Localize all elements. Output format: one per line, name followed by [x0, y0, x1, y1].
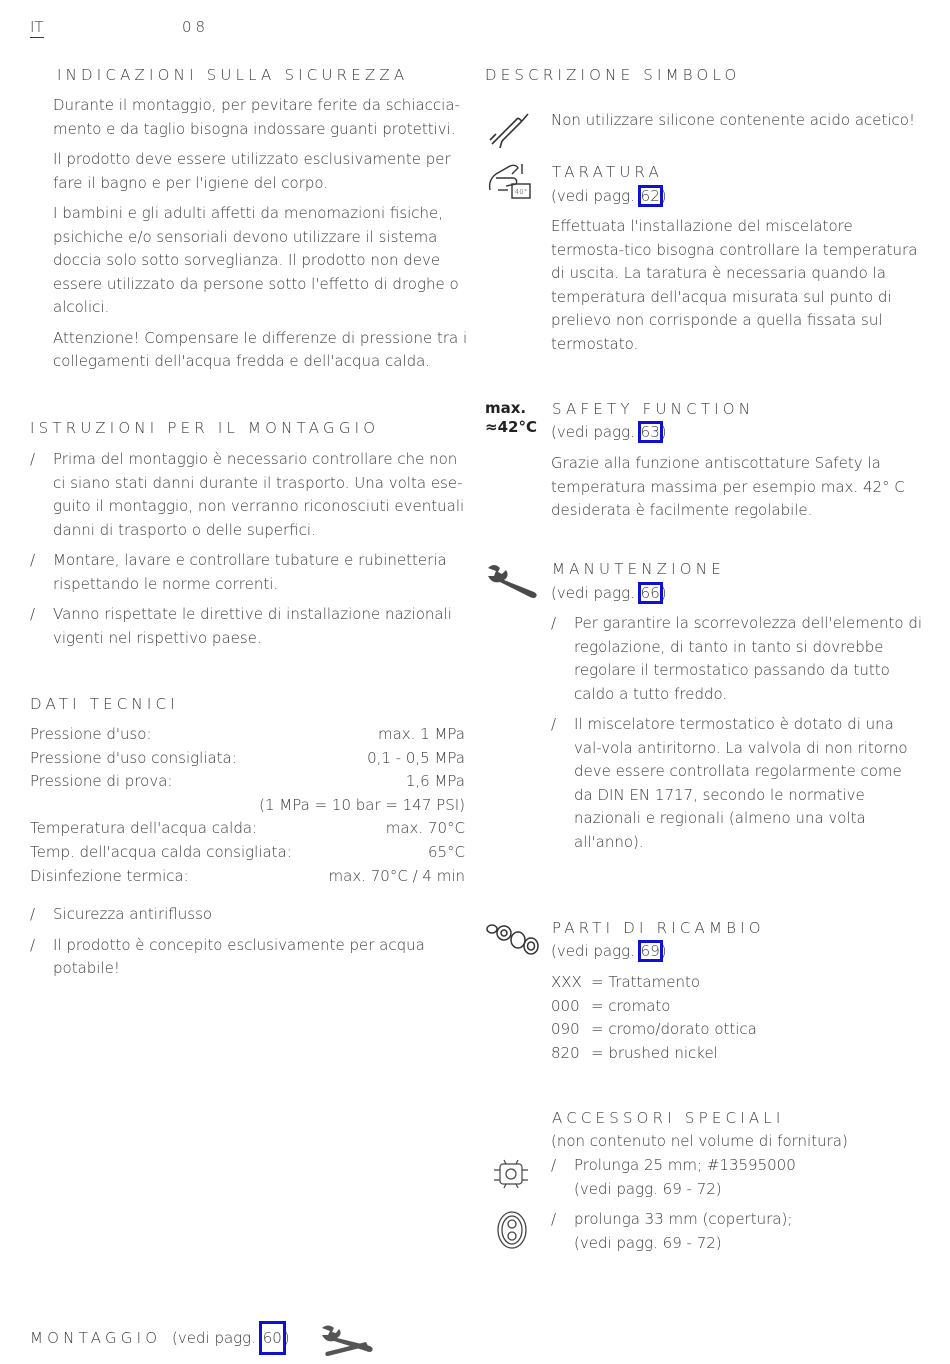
safety-function-text: Grazie alla funzione antiscottature Safety la temperatura massima per esempio max. 42° C desiderata è facilmente regolabile.	[551, 454, 905, 519]
cover-extension-icon	[495, 1210, 529, 1250]
max-temperature-badge	[485, 399, 537, 437]
reference-suffix: )	[660, 423, 667, 441]
assembly-list	[30, 448, 466, 657]
finish-desc: = Trattamento	[591, 973, 701, 991]
finish-code-row	[551, 1042, 757, 1066]
list-item	[30, 549, 466, 596]
thermometer-label: 40°	[514, 188, 528, 196]
safety-section	[53, 94, 468, 381]
tech-row	[30, 723, 465, 747]
finish-desc: = cromo/dorato ottica	[591, 1020, 757, 1038]
footer-heading: MONTAGGIO	[30, 1329, 162, 1347]
taratura-text: Effettuata l'installazione del miscelatore termosta-tico bisogna controllare la temperatura di uscita. La taratura è necessaria quando la temperatura dell'acqua misurata sul punto di prelievo non corrisponde a quella fissata sul termostato.	[551, 217, 918, 353]
accessory-item	[551, 1208, 923, 1255]
finish-desc: = brushed nickel	[591, 1043, 718, 1062]
accessories-subtitle: (non contenuto nel volume di fornitura)	[551, 1132, 848, 1150]
tech-table	[30, 723, 465, 888]
tech-label: Disinfezione termica:	[30, 866, 189, 885]
list-item	[551, 1208, 923, 1255]
page-number: 08	[182, 18, 210, 36]
bullet: /	[30, 905, 36, 923]
list-item-text: Prima del montaggio è necessario controllare che non ci siano stati danni durante il trasporto. Una volta ese-guito il montaggio, non verranno riconosciuti eventuali danni di trasporto o delle superfici.	[53, 450, 465, 539]
safety-function-heading: SAFETY FUNCTION	[552, 400, 755, 418]
list-item	[30, 934, 466, 981]
finish-code: 090	[551, 1020, 580, 1038]
spares-reference	[551, 940, 667, 964]
safety-paragraph: I bambini e gli adulti affetti da menomazioni fisiche, psichiche e/o sensoriali devono utilizzare il sistema doccia solo sotto sorveglianza. Il prodotto non deve essere utilizzato da persone sotto l'effetto di droghe o alcolici.	[53, 204, 459, 316]
tech-label: Temperatura dell'acqua calda:	[30, 819, 258, 838]
list-item	[551, 1154, 923, 1201]
bullet: /	[30, 551, 36, 569]
badge-line: max.	[485, 399, 527, 417]
list-item	[30, 903, 466, 927]
assembly-heading: ISTRUZIONI PER IL MONTAGGIO	[30, 419, 380, 437]
language-code: IT	[30, 18, 44, 36]
spare-parts-icon	[484, 920, 542, 956]
page-link[interactable]: 63	[640, 423, 660, 441]
tech-label: Pressione di prova:	[30, 772, 173, 791]
list-item-text: Vanno rispettate le direttive di installazione nazionali vigenti nel rispettivo paese.	[53, 605, 452, 647]
accessory-name: prolunga 33 mm (copertura);	[574, 1210, 793, 1228]
reference-suffix: )	[660, 187, 667, 205]
tech-value: max. 70°C / 4 min	[328, 866, 465, 885]
spares-heading: PARTI DI RICAMBIO	[552, 919, 765, 937]
maintenance-list	[551, 612, 923, 861]
tech-label: Pressione d'uso consigliata:	[30, 748, 237, 767]
taratura-reference	[551, 185, 667, 209]
reference-suffix: )	[660, 584, 667, 602]
tech-heading: DATI TECNICI	[30, 695, 179, 713]
list-item	[551, 713, 923, 854]
list-item	[551, 612, 923, 706]
tech-label: Pressione d'uso:	[30, 725, 152, 743]
safety-paragraph: Il prodotto deve essere utilizzato esclusivamente per fare il bagno e per l'igiene del corpo.	[53, 150, 451, 192]
bullet: /	[551, 614, 557, 632]
tech-row	[30, 841, 465, 865]
tech-value: 0,1 - 0,5 MPa	[367, 748, 465, 767]
page-link[interactable]: 66	[640, 584, 660, 602]
list-item-text: Per garantire la scorrevolezza dell'elemento di regolazione, di tanto in tanto si dovrebbe regolare il termostatico passando da tutto caldo a tutto freddo.	[574, 614, 923, 703]
list-item-text: Sicurezza antiriflusso	[53, 905, 213, 923]
list-item-text: Il miscelatore termostatico è dotato di una val-vola antiritorno. La valvola di non ritorno deve essere controllata regolarmente come da DIN EN 1717, secondo le normative nazionali e regionali (almeno una volta all'anno).	[574, 715, 908, 851]
safety-paragraph: Durante il montaggio, per pevitare ferite da schiaccia-mento e da taglio bisogna indossare guanti protettivi.	[53, 96, 460, 138]
tech-value: 1,6 MPa	[405, 772, 465, 791]
bullet: /	[551, 1156, 557, 1174]
finish-code: XXX	[551, 973, 582, 991]
reference-prefix: (vedi pagg.	[551, 423, 640, 441]
maintenance-reference	[551, 582, 667, 606]
tech-row	[30, 865, 465, 889]
tech-row	[30, 747, 465, 771]
safety-heading: INDICAZIONI SULLA SICUREZZA	[57, 66, 409, 84]
accessory-reference: (vedi pagg. 69 - 72)	[574, 1233, 722, 1252]
silicone-gun-icon	[488, 108, 530, 148]
accessory-reference: (vedi pagg. 69 - 72)	[574, 1179, 722, 1198]
reference-prefix: (vedi pagg.	[551, 942, 640, 960]
reference-suffix: )	[283, 1329, 290, 1347]
hand-thermometer-icon	[486, 160, 534, 202]
tech-row	[30, 794, 465, 818]
reference-prefix: (vedi pagg.	[172, 1329, 261, 1347]
tech-row	[30, 770, 465, 794]
reference-prefix: (vedi pagg.	[551, 584, 640, 602]
tech-value: max. 70°C	[385, 819, 465, 838]
accessory-name: Prolunga 25 mm; #13595000	[574, 1156, 796, 1174]
safety-paragraph: Attenzione! Compensare le differenze di pressione tra i collegamenti dell'acqua fredda e dell'acqua calda.	[53, 328, 468, 370]
tech-value: 65°C	[427, 842, 465, 861]
symbols-heading: DESCRIZIONE SIMBOLO	[485, 66, 741, 84]
list-item-text: Montare, lavare e controllare tubature e rubinetteria rispettando le norme correnti.	[53, 551, 447, 593]
maintenance-heading: MANUTENZIONE	[552, 560, 725, 578]
list-item	[30, 603, 466, 650]
page-link[interactable]: 62	[640, 187, 660, 205]
bullet: /	[30, 935, 36, 954]
page-link[interactable]: 69	[640, 942, 660, 960]
badge-line: ≈42°C	[485, 418, 537, 436]
tech-list	[30, 903, 466, 988]
tech-value: max. 1 MPa	[377, 725, 465, 743]
wrench-icon	[484, 562, 540, 598]
footer-assembly	[30, 1327, 290, 1351]
bullet: /	[551, 1210, 557, 1228]
extension-part-icon	[490, 1156, 532, 1194]
list-item	[30, 448, 466, 542]
accessories-heading: ACCESSORI SPECIALI	[552, 1109, 785, 1127]
list-item-text	[574, 1154, 923, 1201]
tech-label: Temp. dell'acqua calda consigliata:	[30, 842, 292, 861]
tech-row	[30, 817, 465, 841]
bullet: /	[30, 450, 36, 468]
bullet: /	[551, 715, 557, 733]
reference-suffix: )	[660, 942, 667, 960]
tech-value: (1 MPa = 10 bar = 147 PSI)	[259, 795, 465, 814]
finish-code-row	[551, 971, 757, 995]
list-item-text: Il prodotto è concepito esclusivamente per acqua potabile!	[53, 935, 425, 977]
reference-prefix: (vedi pagg.	[551, 187, 640, 205]
finish-code: 000	[551, 996, 580, 1015]
tools-icon	[318, 1322, 376, 1360]
list-item-text	[574, 1208, 923, 1255]
finish-code-row	[551, 1018, 757, 1042]
page-link[interactable]: 60	[261, 1323, 284, 1353]
finish-codes	[551, 971, 757, 1065]
accessory-item	[551, 1154, 923, 1201]
finish-code: 820	[551, 1043, 580, 1062]
finish-desc: = cromato	[591, 996, 671, 1015]
taratura-heading: TARATURA	[552, 163, 663, 181]
safety-function-reference	[551, 421, 667, 445]
silicone-text: Non utilizzare silicone contenente acido acetico!	[551, 111, 915, 129]
bullet: /	[30, 605, 36, 623]
finish-code-row	[551, 995, 757, 1019]
